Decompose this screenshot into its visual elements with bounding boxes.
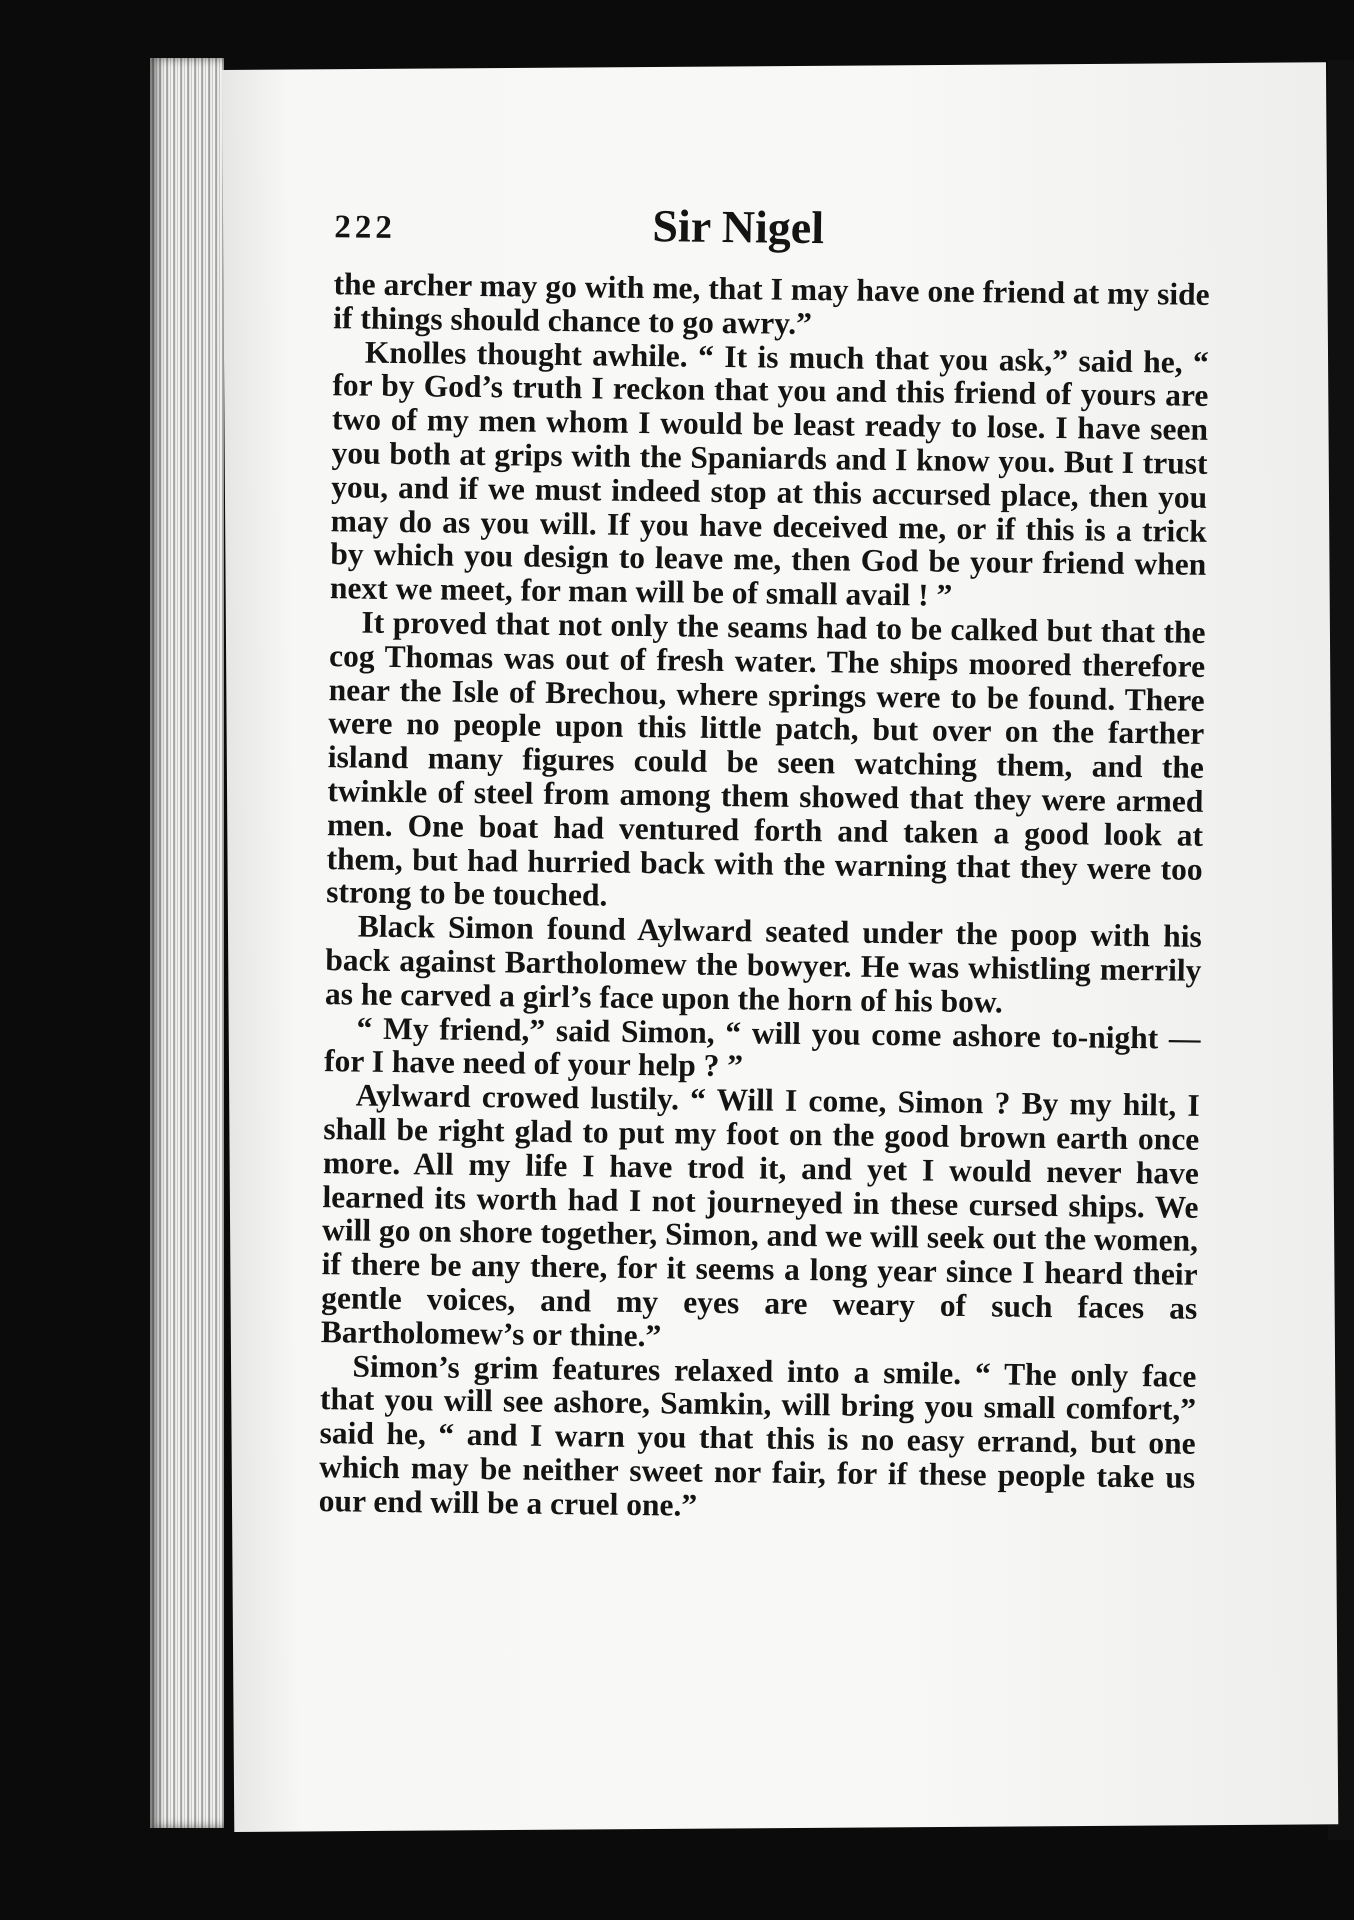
page-number: 222	[334, 209, 397, 246]
paragraph: Simon’s grim features relaxed into a smile. “ The only face that you will see ashore, Samkin, will bring you small comfort,” said he, “ and I warn you that this is no easy errand, but one which may be neither sweet nor fair, for if these people take us our end will be a cruel one.”	[318, 1348, 1197, 1523]
book-page	[222, 62, 1338, 1832]
running-title: Sir Nigel	[652, 200, 825, 254]
body-text	[319, 267, 1210, 1528]
paragraph: It proved that not only the seams had to be calked but that the cog Thomas was out of fresh water. The ships moored therefore near the Isle of Brechou, where springs were to be found. There were no people upon this little patch, but over on the farther island many figures could be seen watching them, and the twinkle of steel from among them showed that they were armed men. One boat had ventured forth and taken a good look at them, but had hurried back with the warning that they were too strong to be touched.	[326, 604, 1206, 913]
paragraph: Knolles thought awhile. “ It is much that you ask,” said he, “ for by God’s truth I reckon that you and this friend of yours are two of my men whom I would be least ready to lose. I have seen you both at grips with the Spaniards and I know you. But I trust you, and if we must indeed stop at this accursed place, then you may do as you will. If you have deceived me, or if this is a trick by which you design to leave me, then God be your friend when next we meet, for man will be of small avail ! ”	[329, 334, 1210, 613]
paragraph: “ My friend,” said Simon, “ will you come ashore to-night —for I have need of your help ? ”	[323, 1010, 1201, 1084]
page-edges	[150, 58, 224, 1828]
running-head	[334, 189, 1211, 278]
paragraph-continued: the archer may go with me, that I may have one friend at my side if things should chance to go awry.”	[333, 266, 1210, 341]
text-block	[319, 189, 1211, 1528]
paragraph: Black Simon found Aylward seated under the poop with his back against Bartholomew the bowyer. He was whistling merrily as he carved a girl’s face upon the horn of his bow.	[324, 908, 1202, 1020]
paragraph: Aylward crowed lustily. “ Will I come, Simon ? By my hilt, I shall be right glad to put my foot on the good brown earth once more. All my life I have trod it, and yet I would never have learned its worth had I not journeyed in these cursed ships. We will go on shore together, Simon, and we will seek out the women, if there be any there, for it seems a long year since I heard their gentle voices, and my eyes are weary of such faces as Bartholomew’s or thine.”	[320, 1077, 1200, 1353]
